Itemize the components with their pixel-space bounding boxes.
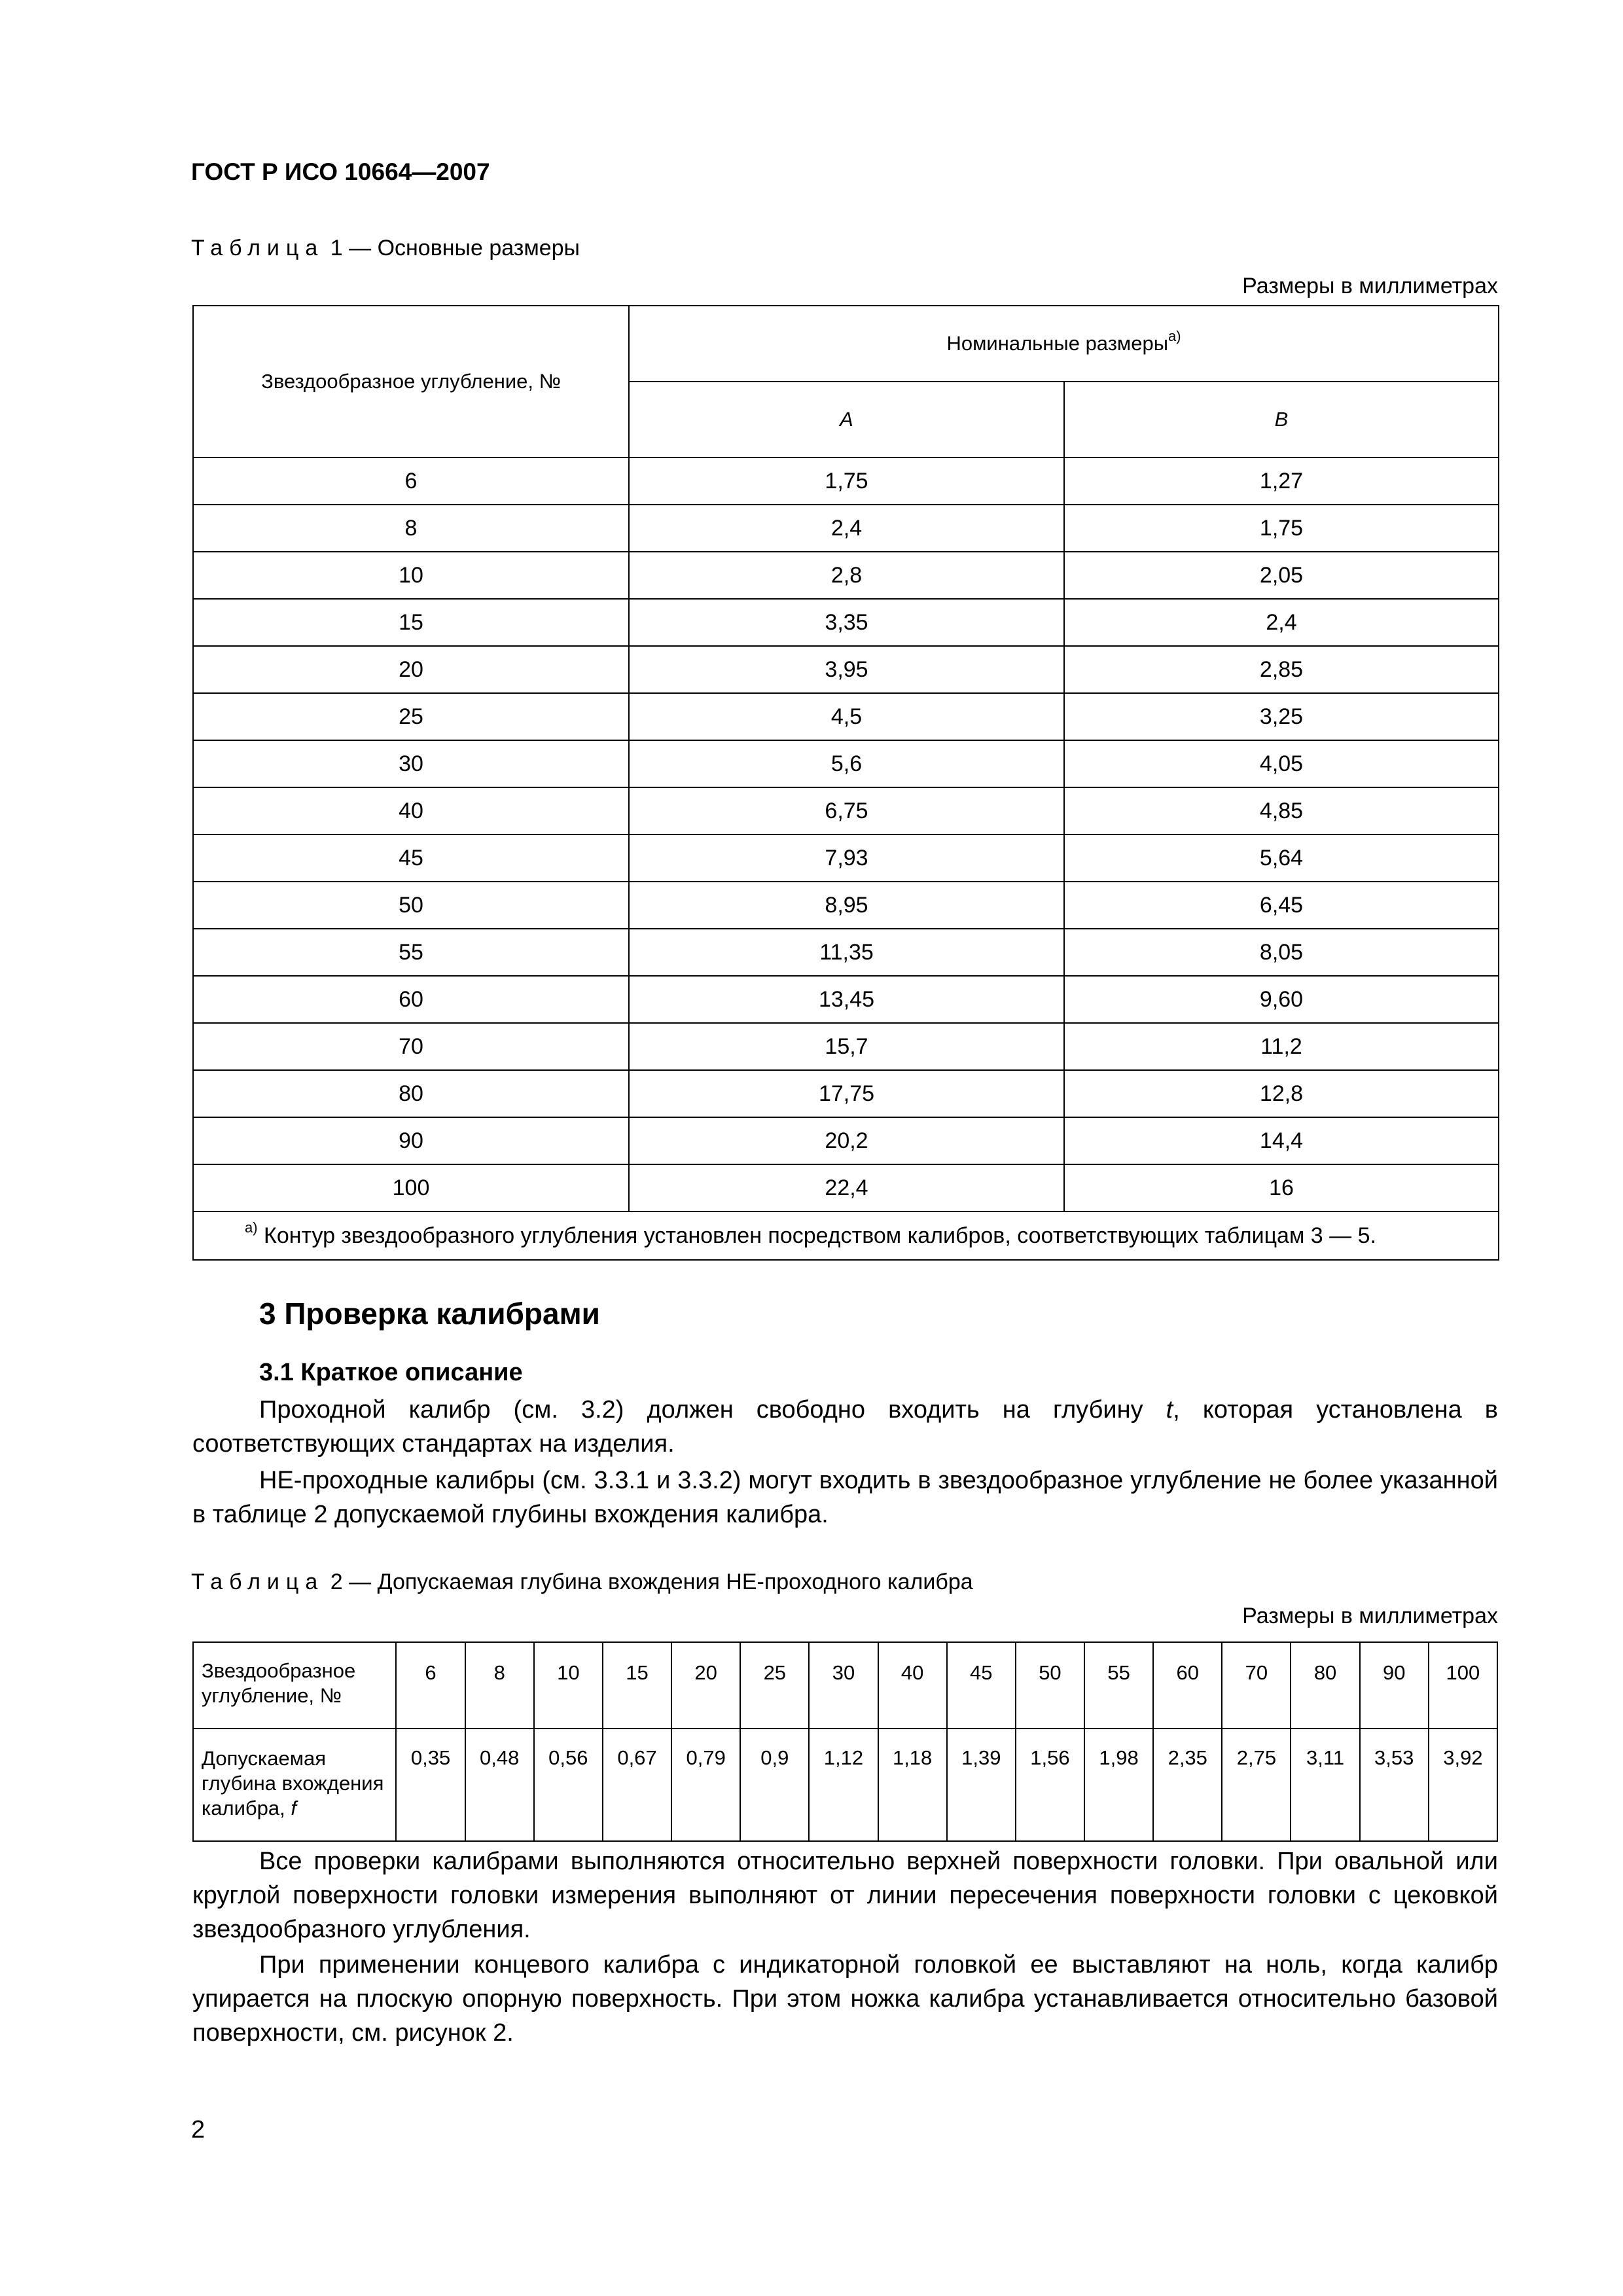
- table-row: [193, 787, 1499, 834]
- table1-caption-word: Таблица: [191, 236, 325, 260]
- table1-cell-b: 12,8: [1064, 1070, 1499, 1117]
- table1-footnote: $^{a)}$ Контур звездообразного углубления установлен посредством калибров, соответствующих таблицам 3 — 5.: [193, 1211, 1499, 1260]
- table2-size-cell: 50: [1016, 1642, 1084, 1729]
- table-row: [193, 646, 1499, 693]
- table1-cell-n: 6: [193, 457, 629, 505]
- table1-cell-n: 100: [193, 1164, 629, 1211]
- table1-col-a-header: A: [629, 382, 1064, 457]
- table1-cell-a: 3,35: [629, 599, 1064, 646]
- table2-caption-text: 2 — Допускаемая глубина вхождения НЕ-проходного калибра: [330, 1570, 973, 1594]
- table1-cell-n: 15: [193, 599, 629, 646]
- table1-units: Размеры в миллиметрах: [1242, 274, 1498, 298]
- table1-cell-b: 4,05: [1064, 740, 1499, 787]
- section-title: 3 Проверка калибрами: [259, 1297, 600, 1331]
- table-row: [193, 1070, 1499, 1117]
- table1-cell-a: 2,8: [629, 552, 1064, 599]
- table2-depth-cell: 1,56: [1016, 1729, 1084, 1841]
- table1-cell-b: 8,05: [1064, 929, 1499, 976]
- table2-size-cell: 100: [1429, 1642, 1497, 1729]
- table2-depth-cell: 1,98: [1084, 1729, 1153, 1841]
- table1-cell-a: 22,4: [629, 1164, 1064, 1211]
- table2-row2-label: Допускаемая глубина вхождения калибра, f: [193, 1729, 396, 1841]
- table2-caption-word: Таблица: [191, 1570, 325, 1594]
- table1: [192, 305, 1499, 1261]
- table1-cell-b: 2,05: [1064, 552, 1499, 599]
- paragraph-4: При применении концевого калибра с индикаторной головкой ее выставляют на ноль, когда калибр упирается на плоскую опорную поверхность. При этом ножка калибра устанавливается относительно базовой поверхности, см. рисунок 2.: [192, 1951, 1498, 2047]
- table1-caption: [191, 236, 580, 261]
- table1-col1-header: Звездообразное углубление, №: [193, 306, 629, 457]
- table-row: [193, 552, 1499, 599]
- table-row: [193, 1023, 1499, 1070]
- table2-row1-label: Звездообразное углубление, №: [193, 1642, 396, 1729]
- table1-cell-b: 16: [1064, 1164, 1499, 1211]
- table1-cell-n: 20: [193, 646, 629, 693]
- table1-cell-n: 70: [193, 1023, 629, 1070]
- table2-size-cell: 20: [671, 1642, 740, 1729]
- table2-size-cell: 80: [1291, 1642, 1359, 1729]
- table2-caption: [191, 1570, 973, 1595]
- table2-depth-cell: 1,39: [947, 1729, 1016, 1841]
- table1-cell-a: 17,75: [629, 1070, 1064, 1117]
- table-row: [193, 1164, 1499, 1211]
- paragraph-1: Проходной калибр (см. 3.2) должен свободно входить на глубину t, которая установлена в соответствующих стандартах на изделия.: [192, 1396, 1498, 1458]
- table1-cell-n: 60: [193, 976, 629, 1023]
- paragraph-3: Все проверки калибрами выполняются относительно верхней поверхности головки. При овальной или круглой поверхности головки измерения выполняют от линии пересечения поверхности головки с цековкой звездообразного углубления.: [192, 1848, 1498, 1943]
- table-row: [193, 1117, 1499, 1164]
- table-row: [193, 740, 1499, 787]
- table1-cell-a: 6,75: [629, 787, 1064, 834]
- page-number: 2: [191, 2116, 205, 2144]
- table1-cell-a: 7,93: [629, 834, 1064, 882]
- table1-cell-b: 14,4: [1064, 1117, 1499, 1164]
- table1-cell-a: 8,95: [629, 882, 1064, 929]
- table2-depth-cell: 1,18: [878, 1729, 947, 1841]
- table1-cell-n: 90: [193, 1117, 629, 1164]
- table1-cell-a: 5,6: [629, 740, 1064, 787]
- table-row: [193, 599, 1499, 646]
- table2-size-cell: 40: [878, 1642, 947, 1729]
- table2-depth-cell: 2,35: [1153, 1729, 1222, 1841]
- table1-cell-n: 45: [193, 834, 629, 882]
- table2-size-cell: 15: [603, 1642, 671, 1729]
- table1-cell-b: 6,45: [1064, 882, 1499, 929]
- table2-depth-cell: 0,67: [603, 1729, 671, 1841]
- table2-depth-cell: 3,92: [1429, 1729, 1497, 1841]
- table2-depth-cell: 1,12: [809, 1729, 878, 1841]
- table1-cell-a: 13,45: [629, 976, 1064, 1023]
- table1-cell-n: 50: [193, 882, 629, 929]
- table1-cell-a: 11,35: [629, 929, 1064, 976]
- table-row: [193, 457, 1499, 505]
- table2-size-cell: 45: [947, 1642, 1016, 1729]
- table1-cell-n: 40: [193, 787, 629, 834]
- document-header: ГОСТ Р ИСО 10664—2007: [191, 158, 490, 185]
- table-row: [193, 929, 1499, 976]
- table1-cell-a: 1,75: [629, 457, 1064, 505]
- table1-cell-n: 25: [193, 693, 629, 740]
- table1-cell-b: 9,60: [1064, 976, 1499, 1023]
- table2-depth-cell: 3,11: [1291, 1729, 1359, 1841]
- table2-size-cell: 90: [1360, 1642, 1429, 1729]
- table2-units: Размеры в миллиметрах: [1242, 1604, 1498, 1628]
- table1-cell-n: 10: [193, 552, 629, 599]
- table1-cell-a: 4,5: [629, 693, 1064, 740]
- table1-cell-b: 4,85: [1064, 787, 1499, 834]
- table2-depth-cell: 3,53: [1360, 1729, 1429, 1841]
- table1-group-header: Номинальные размеры$^{a)}$: [629, 306, 1499, 382]
- table2-depth-cell: 2,75: [1222, 1729, 1291, 1841]
- table1-cell-b: 2,85: [1064, 646, 1499, 693]
- table1-cell-a: 3,95: [629, 646, 1064, 693]
- table-row: [193, 693, 1499, 740]
- table2-depth-cell: 0,35: [396, 1729, 465, 1841]
- table2-size-cell: 55: [1084, 1642, 1153, 1729]
- table2-size-cell: 70: [1222, 1642, 1291, 1729]
- table2-depth-cell: 0,79: [671, 1729, 740, 1841]
- table-row: [193, 834, 1499, 882]
- table1-cell-b: 2,4: [1064, 599, 1499, 646]
- table2: [192, 1641, 1498, 1842]
- table2-depth-cell: 0,56: [534, 1729, 603, 1841]
- table1-cell-n: 8: [193, 505, 629, 552]
- table1-cell-n: 80: [193, 1070, 629, 1117]
- table1-cell-n: 55: [193, 929, 629, 976]
- paragraph-2: НЕ-проходные калибры (см. 3.3.1 и 3.3.2) могут входить в звездообразное углубление не более указанной в таблице 2 допускаемой глубины вхождения калибра.: [192, 1467, 1498, 1528]
- table1-cell-a: 2,4: [629, 505, 1064, 552]
- table2-size-cell: 8: [465, 1642, 534, 1729]
- table1-caption-text: 1 — Основные размеры: [330, 236, 580, 260]
- table2-depth-cell: 0,48: [465, 1729, 534, 1841]
- table2-depth-cell: 0,9: [740, 1729, 809, 1841]
- table1-cell-a: 15,7: [629, 1023, 1064, 1070]
- table1-cell-b: 11,2: [1064, 1023, 1499, 1070]
- table1-cell-b: 1,75: [1064, 505, 1499, 552]
- table-row: [193, 976, 1499, 1023]
- table2-size-cell: 6: [396, 1642, 465, 1729]
- table-row: [193, 882, 1499, 929]
- subsection-title: 3.1 Краткое описание: [259, 1359, 523, 1386]
- table-row: [193, 505, 1499, 552]
- table2-size-cell: 10: [534, 1642, 603, 1729]
- table1-cell-n: 30: [193, 740, 629, 787]
- table1-cell-b: 1,27: [1064, 457, 1499, 505]
- table2-size-cell: 30: [809, 1642, 878, 1729]
- table2-size-cell: 60: [1153, 1642, 1222, 1729]
- table1-cell-a: 20,2: [629, 1117, 1064, 1164]
- table2-size-cell: 25: [740, 1642, 809, 1729]
- table1-col-b-header: B: [1064, 382, 1499, 457]
- table1-cell-b: 3,25: [1064, 693, 1499, 740]
- table1-cell-b: 5,64: [1064, 834, 1499, 882]
